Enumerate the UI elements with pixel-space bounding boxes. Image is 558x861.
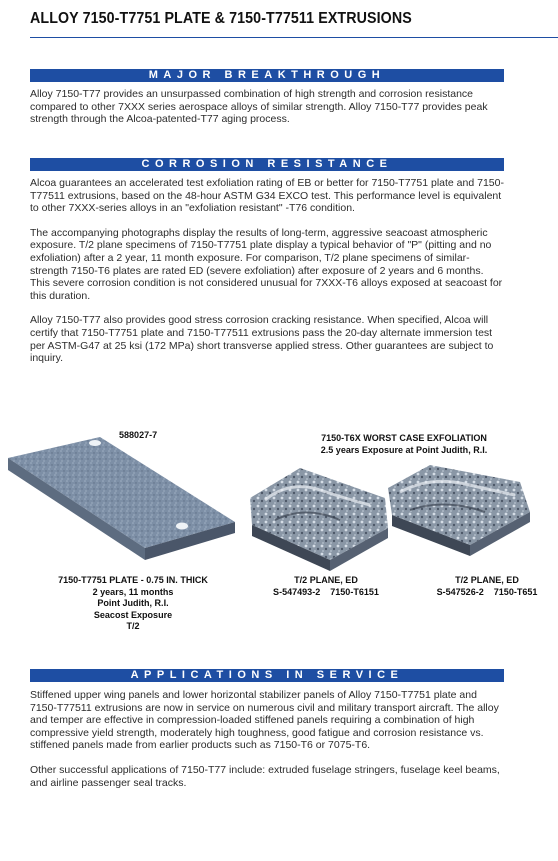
specimen-2-caption: [418, 575, 557, 598]
plate-photo-id: 588027-7: [119, 430, 158, 441]
caption-line: 2 years, 11 months: [92, 586, 174, 598]
specimen-1-caption: [260, 575, 393, 598]
caption-line: Seacost Exposure: [93, 609, 173, 621]
paragraph: Other successful applications of 7150-T77 include: extruded fuselage stringers, fuselage keel beams, and airline passenger seal tracks.: [30, 763, 500, 789]
section-heading-major-breakthrough: MAJOR BREAKTHROUGH: [30, 69, 504, 82]
paragraph: Alcoa guarantees an accelerated test exfoliation rating of EB or better for 7150-T7751 plate and 7150-T77511 extrusions, based on the 48-hour ASTM G34 EXCO test. This performance level is equivalent to other 7XXX-series alloys in an "exfoliation resistant" -T76 condition.: [30, 177, 504, 215]
caption-line: Point Judith, R.I.: [97, 598, 169, 609]
paragraph: The accompanying photographs display the results of long-term, aggressive seacoast atmospheric exposure. T/2 plane specimens of 7150-T7751 plate display a typical behavior of "P" (pitting and no exfoliation) after a 2 year, 11 month exposure. For comparison, T/2 plane specimens of similar-strength 7150-T6 plates are rated ED (severe exfoliation) after exposure of 2 years and 6 months. This severe corrosion condition is not considered unusual for 7XXX-T6 alloys exposed at seacoast for this duration.: [30, 226, 503, 302]
page-title: ALLOY 7150-T7751 PLATE & 7150-T77511 EXTRUSIONS: [30, 10, 412, 27]
section-heading-applications-in-service: APPLICATIONS IN SERVICE: [30, 669, 504, 682]
caption-line: 7150-T7751 PLATE - 0.75 IN. THICK: [58, 575, 208, 586]
caption-line: 2.5 years Exposure at Point Judith, R.I.: [320, 444, 488, 456]
section-heading-corrosion-resistance: CORROSION RESISTANCE: [30, 158, 504, 171]
caption-line: S-547493-2 7150-T6151: [273, 586, 379, 598]
caption-line: 7150-T6X WORST CASE EXFOLIATION: [321, 433, 487, 444]
section-body-applications-in-service: [30, 689, 506, 789]
caption-line: T/2 PLANE, ED: [294, 575, 358, 586]
paragraph: Stiffened upper wing panels and lower horizontal stabilizer panels of Alloy 7150-T7751 plate and 7150-T77511 extrusions are now in service on numerous civil and military transport aircraft. The alloy and temper are effective in compression-loaded stiffened panels requiring a combination of high compressive yield strength, moderately high toughness, good fatigue and corrosion resistance vs. stiffened panels made from earlier products such as 7150-T6 or 7075-T6.: [30, 689, 499, 752]
paragraph: Alloy 7150-T77 provides an unsurpassed combination of high strength and corrosion resistance compared to other 7XXX series aerospace alloys of similar strength. Alloy 7150-T77 provides peak strength through the Alcoa-patented-T77 aging process.: [30, 88, 488, 126]
caption-line: S-547526-2 7150-T651: [436, 586, 538, 598]
paragraph: Alloy 7150-T77 also provides good stress corrosion cracking resistance. When specified, Alcoa will certify that 7150-T7751 plate and 7150-T77511 extrusions pass the 20-day alternate immersion test per ASTM-G47 at 25 ksi (172 MPa) short transverse applied stress. Other guarantees are subject to inquiry.: [30, 314, 494, 365]
caption-line: T/2 PLANE, ED: [455, 575, 519, 586]
caption-line: T/2: [126, 621, 140, 632]
